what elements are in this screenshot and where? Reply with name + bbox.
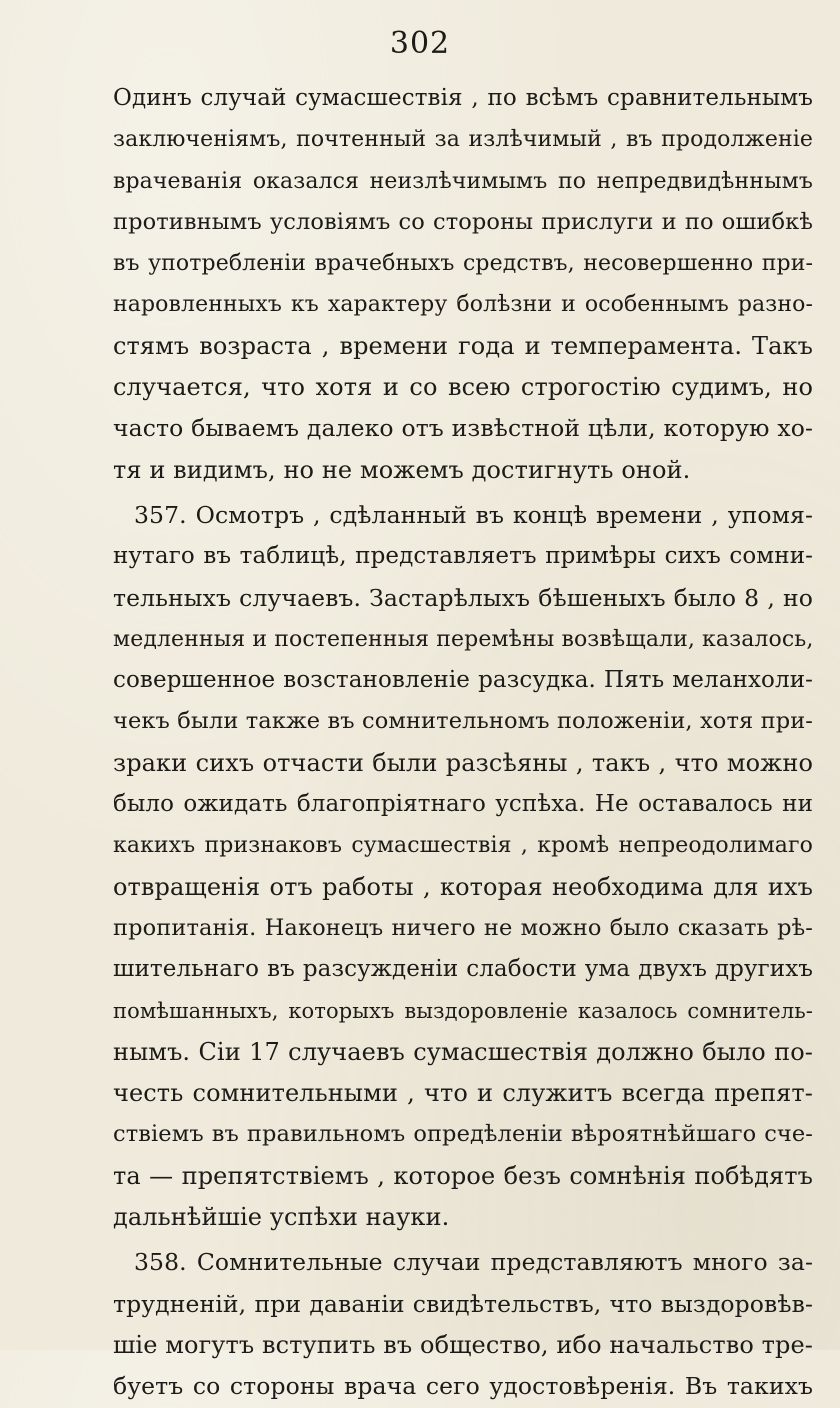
text-line: зраки сихъ отчасти были разсѣяны , такъ , что можно: [113, 748, 813, 777]
text-line: врачеванія оказался неизлѣчимымъ по непредвидѣннымъ: [113, 168, 813, 194]
text-line: медленныя и постепенныя перемѣны возвѣщали, казалось,: [113, 626, 814, 652]
text-line: трудненій, при даваніи свидѣтельствъ, что выздоровѣв-: [113, 1289, 813, 1318]
text-line: 358. Сомнительные случаи представляютъ много за-: [134, 1248, 813, 1277]
text-line: нутаго въ таблицѣ, представляетъ примѣры сихъ сомни-: [113, 543, 813, 570]
paragraph-358: [113, 1242, 813, 1407]
text-line: наровленныхъ къ характеру болѣзни и особеннымъ разно-: [113, 292, 813, 318]
text-line: буетъ со стороны врача сего удостовѣренія. Въ такихъ: [113, 1372, 813, 1401]
text-line: шіе могутъ вступить въ общество, ибо начальство тре-: [113, 1330, 813, 1359]
text-line: совершенное возстановленіе разсудка. Пять меланхоли-: [113, 667, 813, 694]
text-line: какихъ признаковъ сумасшествія , кромѣ непреодолимаго: [113, 833, 813, 859]
text-line: противнымъ условіямъ со стороны прислуги и по ошибкѣ: [113, 208, 813, 235]
text-line: было ожидать благопріятнаго успѣха. Не оставалось ни: [113, 791, 813, 818]
text-line: заключеніямъ, почтенный за излѣчимый , въ продолженіе: [113, 127, 813, 153]
text-line: нымъ. Сіи 17 случаевъ сумасшествія должно было по-: [113, 1037, 813, 1066]
text-line: та — препятствіемъ , которое безъ сомнѣнія побѣдятъ: [113, 1161, 813, 1190]
text-line: честь сомнительными , что и служитъ всегда препят-: [113, 1079, 813, 1108]
text-line: Одинъ случай сумасшествія , по всѣмъ сравнительнымъ: [113, 85, 813, 111]
text-line: ствіемъ въ правильномъ опредѣленіи вѣроятнѣйшаго сче-: [113, 1121, 813, 1148]
text-line: шительнаго въ разсужденіи слабости ума двухъ другихъ: [113, 956, 813, 983]
paragraph-357: [113, 495, 813, 1238]
text-line: часто бываемъ далеко отъ извѣстной цѣли, которую хо-: [113, 414, 813, 443]
text-line: 357. Осмотръ , сдѣланный въ концѣ времени , упомя-: [134, 500, 813, 529]
text-line: тя и видимъ, но не можемъ достигнуть оной.: [113, 455, 691, 484]
body-text: [113, 78, 813, 1408]
text-line: помѣшанныхъ, которыхъ выздоровленіе казалось сомнитель-: [113, 998, 813, 1023]
text-line: стямъ возраста , времени года и темперамента. Такъ: [113, 331, 813, 360]
text-line: чекъ были также въ сомнительномъ положеніи, хотя при-: [113, 708, 813, 735]
page-number: 302: [389, 26, 451, 61]
text-line: отвращенія отъ работы , которая необходима для ихъ: [113, 872, 813, 901]
text-line: въ употребленіи врачебныхъ средствъ, несовершенно при-: [113, 251, 813, 277]
paragraph-1: [113, 78, 813, 491]
text-line: пропитанія. Наконецъ ничего не можно было сказать рѣ-: [113, 914, 813, 941]
text-line: случается, что хотя и со всею строгостію судимъ, но: [113, 373, 813, 402]
text-line: тельныхъ случаевъ. Застарѣлыхъ бѣшеныхъ было 8 , но: [113, 583, 813, 612]
text-line: дальнѣйшіе успѣхи науки.: [113, 1203, 450, 1232]
